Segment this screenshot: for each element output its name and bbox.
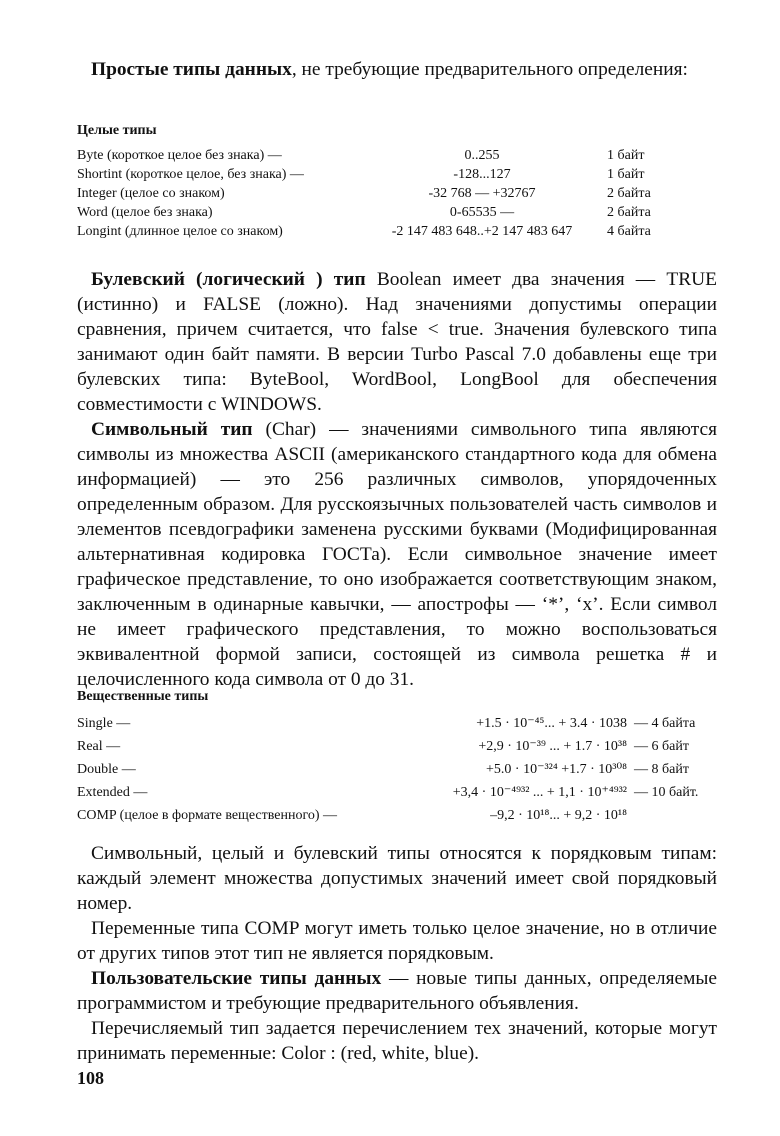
type-size: 2 байта bbox=[607, 205, 651, 220]
table-row bbox=[77, 712, 717, 735]
type-range: +3,4 · 10⁻⁴⁹³² ... + 1,1 · 10⁺⁴⁹³² bbox=[452, 785, 627, 800]
paragraph-text: Переменные типа COMP могут иметь только целое значение, но в отличие от других типов этот тип не является порядковым. bbox=[77, 918, 717, 964]
paragraph-enum-type bbox=[77, 1016, 717, 1066]
table-row bbox=[77, 735, 717, 758]
table-row bbox=[77, 222, 717, 241]
type-name: Extended — bbox=[77, 785, 148, 800]
table-title: Целые типы bbox=[77, 123, 157, 138]
type-range: +2,9 · 10⁻³⁹ ... + 1.7 · 10³⁸ bbox=[478, 739, 627, 754]
paragraph-char-type bbox=[77, 417, 717, 692]
type-size: 1 байт bbox=[607, 148, 645, 163]
paragraph-simple-types bbox=[77, 57, 717, 82]
type-range: 0-65535 — bbox=[449, 205, 515, 220]
paragraph-comp-type bbox=[77, 916, 717, 966]
type-size: — 4 байта bbox=[634, 716, 696, 731]
type-range: -128...127 bbox=[453, 167, 511, 182]
table-title: Вещественные типы bbox=[77, 689, 209, 704]
term-user-types: Пользовательские типы данных bbox=[91, 968, 382, 989]
type-size: — 6 байт bbox=[634, 739, 689, 754]
table-row bbox=[77, 203, 717, 222]
type-name: Double — bbox=[77, 762, 136, 777]
type-name: COMP (целое в формате вещественного) — bbox=[77, 808, 338, 823]
table-row bbox=[77, 804, 717, 827]
type-range: –9,2 · 10¹⁸... + 9,2 · 10¹⁸ bbox=[490, 808, 627, 823]
paragraph-text: Символьный, целый и булевский типы относятся к порядковым типам: каждый элемент множества допустимых значений имеет свой порядковый номер. bbox=[77, 843, 717, 914]
paragraph-boolean-type bbox=[77, 267, 717, 417]
type-name: Single — bbox=[77, 716, 131, 731]
paragraph-ordinal-types bbox=[77, 841, 717, 916]
paragraph-text: Перечисляемый тип задается перечислением тех значений, которые могут принимать переменные: Color : (red, white, blue). bbox=[77, 1018, 717, 1064]
paragraph-text: Boolean имеет два значения — TRUE (истинно) и FALSE (ложно). Над значениями допустимы операции сравнения, причем считается, что false < true. Значения булевского типа занимают один байт памяти. В версии Turbo Pascal 7.0 добавлены еще три булевских типа: ByteBool, WordBool, LongBool для обеспечения совместимости с WINDOWS. bbox=[77, 269, 717, 415]
paragraph-user-types bbox=[77, 966, 717, 1016]
type-size: 1 байт bbox=[607, 167, 645, 182]
table-row bbox=[77, 781, 717, 804]
type-range: +1.5 · 10⁻⁴⁵... + 3.4 · 1038 bbox=[476, 716, 627, 731]
term-boolean-type: Булевский (логический ) тип bbox=[91, 269, 366, 290]
type-name: Word (целое без знака) bbox=[77, 205, 213, 220]
type-name: Shortint (короткое целое, без знака) — bbox=[77, 167, 304, 182]
type-range: -32 768 — +32767 bbox=[428, 186, 536, 201]
type-size: — 10 байт. bbox=[634, 785, 699, 800]
type-name: Byte (короткое целое без знака) — bbox=[77, 148, 282, 163]
type-name: Integer (целое со знаком) bbox=[77, 186, 225, 201]
type-range: +5.0 · 10⁻³²⁴ +1.7 · 10³⁰⁸ bbox=[486, 762, 627, 777]
type-name: Longint (длинное целое со знаком) bbox=[77, 224, 283, 239]
integer-types-table bbox=[77, 122, 717, 241]
type-size: 4 байта bbox=[607, 224, 651, 239]
term-char-type: Символьный тип bbox=[91, 419, 253, 440]
type-size: — 8 байт bbox=[634, 762, 689, 777]
paragraph-text: (Char) — значениями символьного типа являются символы из множества ASCII (американского стандартного кода для обмена информацией) — это 256 различных символов, упорядоченных определенным образом. Для русскоязычных пользователей часть символов и элементов псевдографики заменена русскими буквами (Модифицированная альтернативная кодировка ГОСТа). Если символьное значение имеет графическое представление, то оно изображается соответствующим знаком, заключенным в одинарные кавычки, — апострофы — ‘*’, ‘x’. Если символ не имеет графического представления, то можно воспользоваться эквивалентной формой записи, состоящей из символа решетка # и целочисленного кода символа от 0 до 31. bbox=[77, 419, 717, 690]
table-row bbox=[77, 184, 717, 203]
paragraph-text: , не требующие предварительного определения: bbox=[291, 59, 688, 80]
table-row bbox=[77, 165, 717, 184]
real-types-table bbox=[77, 688, 717, 827]
page-number: 108 bbox=[77, 1068, 104, 1088]
type-range: -2 147 483 648..+2 147 483 647 bbox=[391, 224, 573, 239]
table-row bbox=[77, 146, 717, 165]
term-simple-types: Простые типы данных bbox=[91, 59, 292, 80]
type-size: 2 байта bbox=[607, 186, 651, 201]
paragraph-text: — новые типы данных, определяемые программистом и требующие предварительного объявления. bbox=[77, 968, 717, 1014]
type-name: Real — bbox=[77, 739, 121, 754]
type-range: 0..255 bbox=[464, 148, 500, 163]
table-row bbox=[77, 758, 717, 781]
